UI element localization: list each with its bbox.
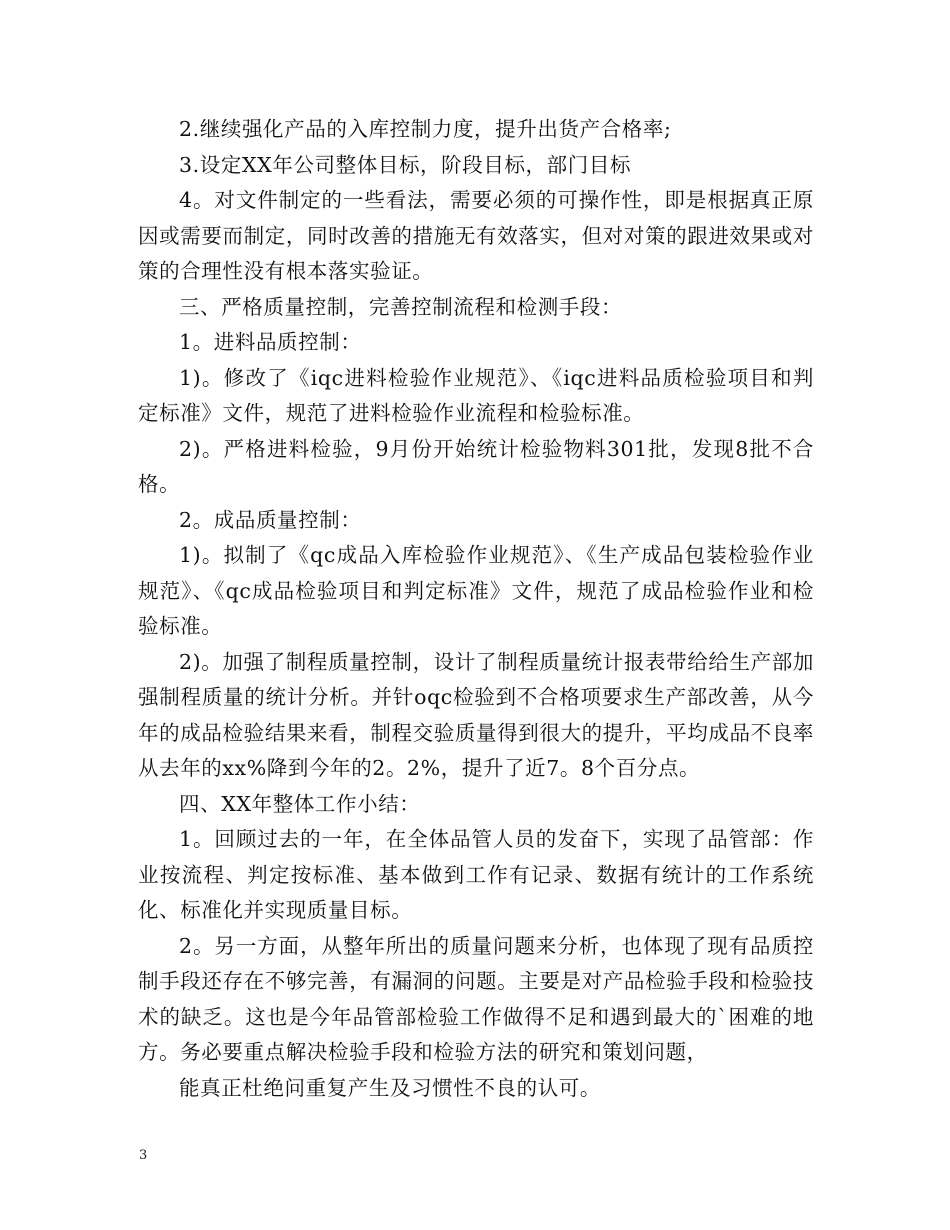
paragraph-13: 2。另一方面，从整年所出的质量问题来分析，也体现了现有品质控制手段还存在不够完善，有漏洞的问题。主要是对产品检验手段和检验技术的缺乏。这也是今年品管部检验工作做得不足和遇到最大的`困难的地方。务必要重点解决检验手段和检验方法的研究和策划问题， xyxy=(138,933,814,1064)
section-heading-3: 三、严格质量控制，完善控制流程和检测手段： xyxy=(179,294,623,319)
paragraph-10: 2)。加强了制程质量控制，设计了制程质量统计报表带给给生产部加强制程质量的统计分析。并针oqc检验到不合格项要求生产部改善，从今年的成品检验结果来看，制程交验质量得到很大的提升，平均成品不良率从去年的xx%降到今年的2。2%，提升了近7。8个百分点。 xyxy=(138,649,814,780)
paragraph-7: 2)。严格进料检验，9月份开始统计检验物料301批，发现8批不合格。 xyxy=(138,436,814,496)
subheading-incoming-quality: 1。进料品质控制： xyxy=(179,330,362,354)
subheading-product-quality: 2。成品质量控制： xyxy=(179,507,362,532)
paragraph-1: 2.继续强化产品的入库控制力度，提升出货产合格率; xyxy=(179,117,672,141)
paragraph-2: 3.设定XX年公司整体目标，阶段目标，部门目标 xyxy=(179,152,632,177)
document-body xyxy=(138,112,814,1106)
paragraph-14: 能真正杜绝问重复产生及习惯性不良的认可。 xyxy=(179,1075,601,1100)
paragraph-9: 1)。拟制了《qc成品入库检验作业规范》、《生产成品包装检验作业规范》、《qc成品检验项目和判定标准》文件，规范了成品检验作业和检验标准。 xyxy=(138,543,814,638)
paragraph-6: 1)。修改了《iqc进料检验作业规范》、《iqc进料品质检验项目和判定标准》文件，规范了进料检验作业流程和检验标准。 xyxy=(138,365,814,425)
paragraph-12: 1。回顾过去的一年，在全体品管人员的发奋下，实现了品管部：作业按流程、判定按标准、基本做到工作有记录、数据有统计的工作系统化、标准化并实现质量目标。 xyxy=(138,827,814,922)
page-number: 3 xyxy=(139,1148,148,1163)
paragraph-3: 4。对文件制定的一些看法，需要必须的可操作性，即是根据真正原因或需要而制定，同时改善的措施无有效落实，但对对策的跟进效果或对策的合理性没有根本落实验证。 xyxy=(138,188,814,283)
section-heading-4: 四、XX年整体工作小结： xyxy=(179,791,421,816)
